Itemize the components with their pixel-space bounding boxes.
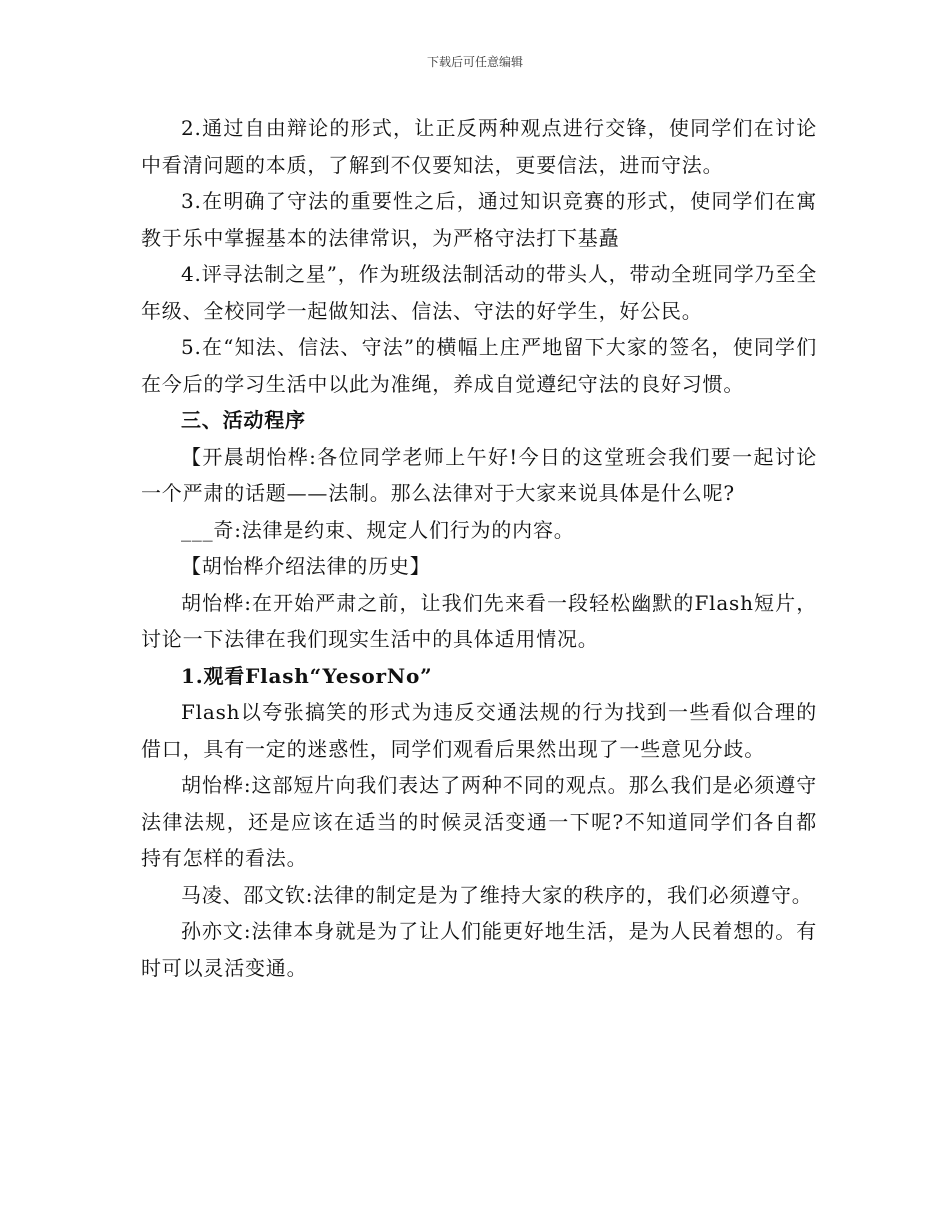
paragraph-flash-intro: 胡怡桦:在开始严肃之前，让我们先来看一段轻松幽默的Flash短片，讨论一下法律在我们现实生活中的具体适用情况。 bbox=[141, 590, 817, 651]
page-header: 下载后可任意编辑 bbox=[426, 55, 523, 69]
paragraph-goal-4: 4.评寻法制之星”，作为班级法制活动的带头人，带动全班同学乃至全年级、全校同学一起做知法、信法、守法的好学生，好公民。 bbox=[141, 262, 817, 323]
paragraph-response: ___奇:法律是约束、规定人们行为的内容。 bbox=[181, 517, 575, 542]
paragraph-opening: 【开晨胡怡桦:各位同学老师上午好!今日的这堂班会我们要一起讨论一个严肃的话题——法制。那么法律对于大家来说具体是什么呢? bbox=[141, 444, 817, 505]
document-body bbox=[141, 110, 817, 986]
paragraph-flash-description: Flash以夸张搞笑的形式为违反交通法规的行为找到一些看似合理的借口，具有一定的迷惑性，同学们观看后果然出现了一些意见分歧。 bbox=[141, 700, 817, 761]
paragraph-must-obey: 马凌、邵文钦:法律的制定是为了维持大家的秩序的，我们必须遵守。 bbox=[181, 882, 813, 907]
subheading-watch-flash: 1.观看Flash“YesorNo” bbox=[181, 663, 433, 688]
paragraph-two-views: 胡怡桦:这部短片向我们表达了两种不同的观点。那么我们是必须遵守法律法规，还是应该在适当的时候灵活变通一下呢?不知道同学们各自都持有怎样的看法。 bbox=[141, 773, 817, 870]
paragraph-goal-2: 2.通过自由辩论的形式，让正反两种观点进行交锋，使同学们在讨论中看清问题的本质，了解到不仅要知法，更要信法，进而守法。 bbox=[141, 116, 817, 177]
paragraph-goal-5: 5.在“知法、信法、守法”的横幅上庄严地留下大家的签名，使同学们在今后的学习生活中以此为准绳，养成自觉遵纪守法的良好习惯。 bbox=[141, 335, 817, 396]
paragraph-law-history: 【胡怡桦介绍法律的历史】 bbox=[181, 554, 431, 578]
section-heading-activity-procedure: 三、活动程序 bbox=[181, 408, 306, 432]
paragraph-goal-3: 3.在明确了守法的重要性之后，通过知识竞赛的形式，使同学们在寓教于乐中掌握基本的法律常识，为严格守法打下基矗 bbox=[141, 189, 817, 250]
paragraph-flexible: 孙亦文:法律本身就是为了让人们能更好地生活，是为人民着想的。有时可以灵活变通。 bbox=[141, 919, 817, 980]
